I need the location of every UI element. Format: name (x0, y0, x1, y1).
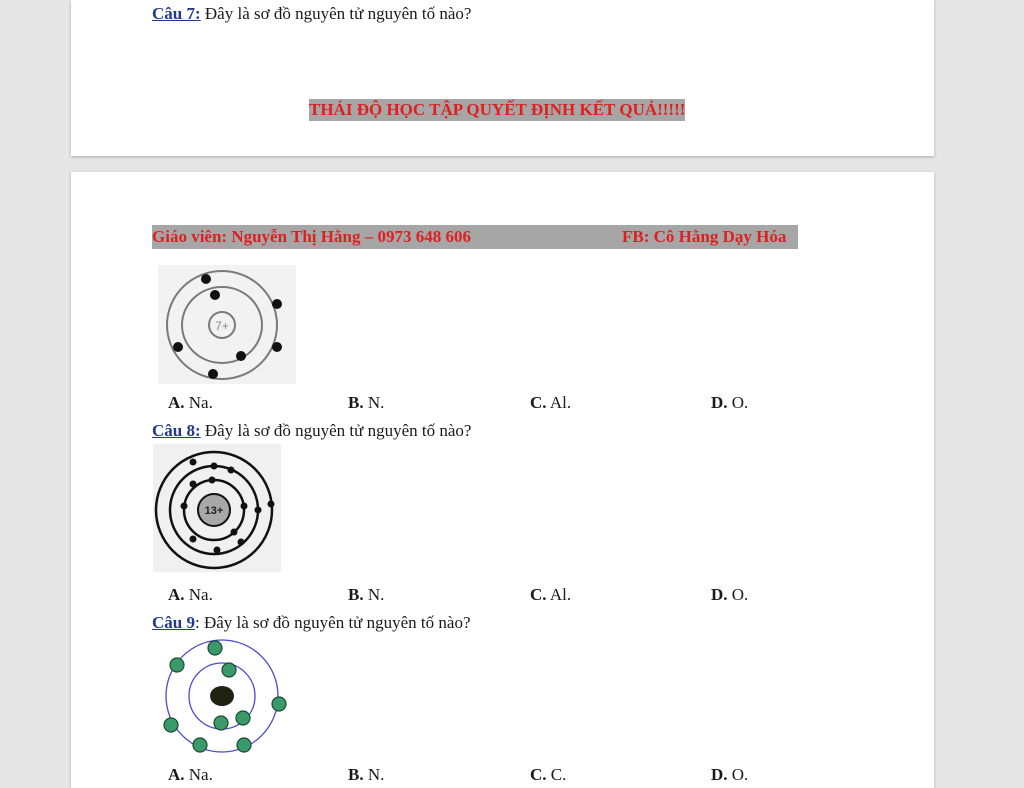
q9-option-c[interactable] (530, 765, 566, 785)
q8-option-d-text: O. (727, 585, 749, 604)
q7-option-c[interactable] (530, 393, 571, 413)
q8-option-b[interactable] (348, 585, 384, 605)
teacher-header (152, 225, 798, 249)
question-7-text: Đây là sơ đồ nguyên tử nguyên tố nào? (200, 4, 472, 23)
question-7 (152, 4, 471, 24)
atom-diagram-nitrogen (158, 265, 296, 384)
q9-option-d-letter: D. (711, 765, 728, 784)
q8-option-d-letter: D. (711, 585, 728, 604)
q9-option-b-text: N. (363, 765, 385, 784)
q8-option-c-text: Al. (546, 585, 572, 604)
q9-option-a[interactable] (168, 765, 213, 785)
q7-option-b-letter: B. (348, 393, 364, 412)
q9-option-b[interactable] (348, 765, 384, 785)
q8-option-b-text: N. (363, 585, 385, 604)
q8-option-a[interactable] (168, 585, 213, 605)
question-8-text: Đây là sơ đồ nguyên tử nguyên tố nào? (200, 421, 472, 440)
q7-option-c-text: Al. (546, 393, 572, 412)
q7-option-a-letter: A. (168, 393, 185, 412)
q8-option-c-letter: C. (530, 585, 547, 604)
q7-option-c-letter: C. (530, 393, 547, 412)
q7-option-b-text: N. (363, 393, 385, 412)
question-8 (152, 421, 471, 441)
q7-option-a[interactable] (168, 393, 213, 413)
q9-option-b-letter: B. (348, 765, 364, 784)
q7-option-a-text: Na. (184, 393, 213, 412)
document-page-2 (71, 172, 934, 788)
q7-option-d-text: O. (727, 393, 749, 412)
q9-option-d[interactable] (711, 765, 748, 785)
question-9 (152, 613, 471, 633)
atom1-nucleus-label: 7+ (215, 319, 229, 333)
atom-diagram-carbon (161, 638, 293, 756)
question-8-label: Câu 8: (152, 421, 201, 440)
question-7-label: Câu 7: (152, 4, 201, 23)
q9-option-a-letter: A. (168, 765, 185, 784)
q8-option-a-letter: A. (168, 585, 185, 604)
q8-option-c[interactable] (530, 585, 571, 605)
q8-option-a-text: Na. (184, 585, 213, 604)
facebook-info: FB: Cô Hằng Dạy Hóa (622, 227, 787, 246)
question-9-label: Câu 9 (152, 613, 195, 632)
q7-option-b[interactable] (348, 393, 384, 413)
motto-banner: THÁI ĐỘ HỌC TẬP QUYẾT ĐỊNH KẾT QUẢ!!!!! (309, 100, 686, 119)
question-9-text: : Đây là sơ đồ nguyên tử nguyên tố nào? (194, 613, 471, 632)
q8-option-b-letter: B. (348, 585, 364, 604)
q9-option-c-letter: C. (530, 765, 547, 784)
atom2-nucleus-label: 13+ (204, 505, 224, 517)
q9-option-d-text: O. (727, 765, 749, 784)
atom-diagram-aluminium (153, 444, 281, 572)
q7-option-d[interactable] (711, 393, 748, 413)
teacher-info: Giáo viên: Nguyễn Thị Hằng – 0973 648 606 (152, 227, 471, 246)
q9-option-a-text: Na. (184, 765, 213, 784)
document-page-1 (71, 0, 934, 156)
q9-option-c-text: C. (546, 765, 567, 784)
q7-option-d-letter: D. (711, 393, 728, 412)
q8-option-d[interactable] (711, 585, 748, 605)
